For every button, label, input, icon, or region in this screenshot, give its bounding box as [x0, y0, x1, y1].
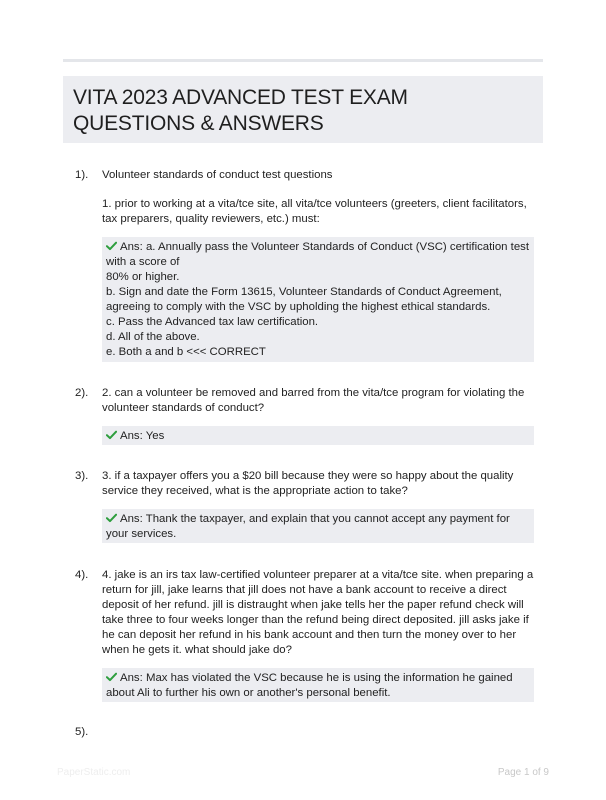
check-icon [106, 241, 117, 251]
answer-box [102, 426, 534, 445]
question-intro: Volunteer standards of conduct test questions [102, 169, 333, 181]
question-number: 4). [75, 569, 89, 581]
answer-line: Ans: Max has violated the VSC because he is using the information he gained about Ali to further his own or another's personal benefit. [106, 672, 513, 699]
question-number: 1). [75, 169, 89, 181]
question-number: 3). [75, 470, 89, 482]
question-text: 2. can a volunteer be removed and barred from the vita/tce program for violating the volunteer standards of conduct? [102, 387, 525, 414]
question-number: 2). [75, 387, 89, 399]
top-divider [63, 59, 543, 62]
title-banner [63, 76, 543, 143]
answer-line: e. Both a and b <<< CORRECT [106, 346, 266, 358]
answer-box [102, 668, 534, 702]
page-title: VITA 2023 ADVANCED TEST EXAM QUESTIONS & ANSWERS [73, 86, 408, 135]
question-text: 4. jake is an irs tax law-certified volunteer preparer at a vita/tce site. when preparing a return for jill, jake learns that jill does not have a bank account to receive a direct deposit of her refund. jill is distraught when jake tells her the paper refund check will take three to four weeks longer than the refund being direct deposited. jill asks jake if he can deposit her refund in his bank account and then turn the money over to her when he gets it. what should jake do? [102, 569, 534, 656]
answer-line: b. Sign and date the Form 13615, Volunteer Standards of Conduct Agreement, agreeing to comply with the VSC by upholding the highest ethical standards. [106, 286, 502, 313]
answer-line: Ans: a. Annually pass the Volunteer Standards of Conduct (VSC) certification test with a score of [106, 241, 530, 268]
page-indicator: Page 1 of 9 [497, 767, 549, 778]
answer-line: Ans: Thank the taxpayer, and explain that you cannot accept any payment for your services. [106, 513, 510, 540]
answer-line: c. Pass the Advanced tax law certification. [106, 316, 319, 328]
check-icon [106, 513, 117, 523]
answer-line: d. All of the above. [106, 331, 200, 343]
answer-line: 80% or higher. [106, 271, 180, 283]
answer-line: Ans: Yes [106, 429, 530, 444]
question-text: 3. if a taxpayer offers you a $20 bill because they were so happy about the quality service they received, what is the appropriate action to take? [102, 470, 514, 497]
answer-box [102, 237, 534, 362]
check-icon [106, 672, 117, 682]
answer-box [102, 509, 534, 543]
question-text: 1. prior to working at a vita/tce site, all vita/tce volunteers (greeters, client facilitators, tax preparers, quality reviewers, etc.) must: [102, 198, 527, 225]
question-number: 5). [75, 726, 89, 738]
footer-watermark: PaperStatic.com [57, 767, 131, 778]
check-icon [106, 430, 117, 440]
